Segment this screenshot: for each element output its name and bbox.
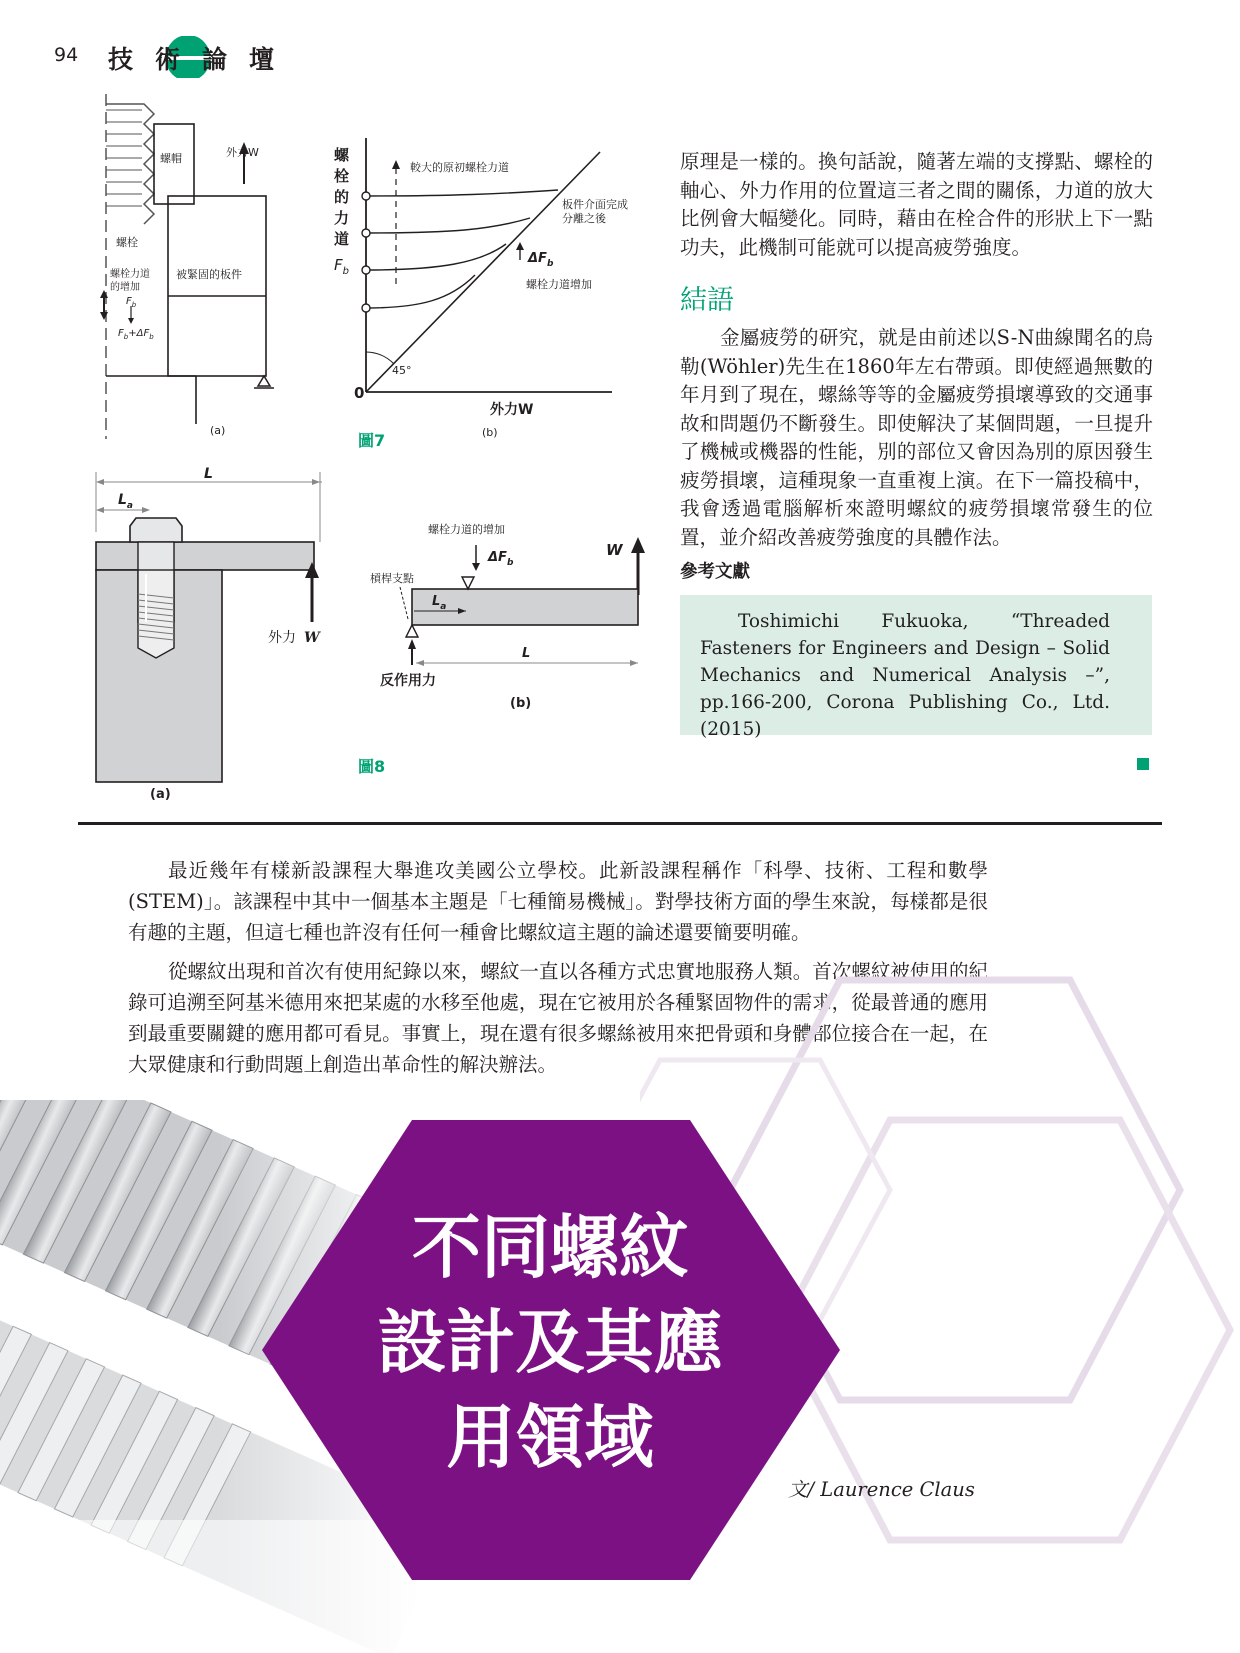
- upper-paragraph: 原理是一樣的。換句話說，隨著左端的支撐點、螺栓的軸心、外力作用的位置這三者之間的關係，力道的放大比例會大幅變化。同時，藉由在栓合件的形狀上下一點功夫，此機制可能就可以提高疲勞強度。: [680, 150, 1153, 259]
- fig8b-W-label: W: [606, 541, 623, 559]
- fig7b-delta-fb-symbol: $\Delta F_b$: [528, 251, 554, 269]
- fig7a-bolt-force-increase-1: 螺栓力道: [110, 269, 150, 280]
- article-author: 文/ Laurence Claus: [788, 1478, 975, 1501]
- intro-paragraph-2: 從螺紋出現和首次有使用紀錄以來，螺紋一直以各種方式忠實地服務人類。首次螺紋被使用的紀錄可追溯至阿基米德用來把某處的水移至他處，現在它被用於各種緊固物件的需求，從最普通的應用到最重要關鍵的應用都可看見。事實上，現在還有很多螺絲被用來把骨頭和身體部位接合在一起，在大眾健康和行動問題上創造出革命性的解決辦法。: [128, 960, 988, 1076]
- references-heading: 參考文獻: [680, 562, 750, 582]
- fig8b-La-label: $L_a$: [432, 594, 447, 612]
- fig8a-caption: (a): [150, 787, 171, 802]
- fig8a-La-label: $L_a$: [118, 492, 133, 511]
- fig7b-bolt-force-increase-label: 螺栓力道增加: [526, 278, 592, 291]
- figure8a-diagram: [92, 462, 352, 802]
- section-title: 技術論壇: [108, 45, 297, 74]
- fig8b-caption: (b): [510, 696, 532, 711]
- fig8a-external-force-label: 外力 W: [268, 630, 320, 646]
- fig7a-bolt-label: 螺栓: [116, 236, 138, 249]
- fig8b-fulcrum-label: 槓桿支點: [370, 572, 414, 585]
- fig7b-x-axis-label: 外力W: [490, 402, 534, 418]
- conclusion-heading: 結語: [680, 285, 734, 316]
- intro-paragraph-1: 最近幾年有樣新設課程大舉進攻美國公立學校。此新設課程稱作「科學、技術、工程和數學(STEM)」。該課程中其中一個基本主題是「七種簡易機械」。對學技術方面的學生來說，每樣都是很有趣的主題，但這七種也許沒有任何一種會比螺紋這主題的論述還要簡要明確。: [128, 859, 988, 944]
- page-number: 94: [54, 44, 79, 66]
- fig8a-L-label: L: [204, 466, 213, 482]
- reference-text: Toshimichi Fukuoka, “Threaded Fasteners for Engineers and Design – Solid Mechanics and Numerical Analysis –”, pp.166-200, Corona Publishing Co., Ltd. (2015): [700, 611, 1110, 740]
- fig7b-larger-initial-force-label: 較大的原初螺栓力道: [410, 161, 509, 174]
- figure7a-diagram: [96, 94, 286, 444]
- fig8b-reaction-label: 反作用力: [380, 673, 436, 689]
- figure7-label: 圖7: [358, 431, 386, 450]
- fig7b-y-symbol: $F_b$: [334, 256, 349, 277]
- article-title-line-1: 不同螺紋: [412, 1207, 688, 1288]
- figure7b-graph: [330, 138, 650, 438]
- fig7a-fb-plus-symbol: $F_b+\Delta F_b$: [118, 328, 154, 341]
- fig7b-y-axis-char-3: 的: [334, 188, 350, 206]
- fig8b-L-label: L: [522, 646, 531, 661]
- fig7b-y-axis-char-1: 螺: [334, 146, 350, 164]
- conclusion-paragraph: 金屬疲勞的研究，就是由前述以S-N曲線聞名的烏勒(Wöhler)先生在1860年左右帶頭。即使經過無數的年月到了現在，螺絲等等的金屬疲勞損壞導致的交通事故和問題仍不斷發生。即使解決了某個問題，一旦提升了機械或機器的性能，別的部位又會因為別的原因發生疲勞損壞，這種現象一直重複上演。在下一篇投稿中，我會透過電腦解析來證明螺紋的疲勞損壞常發生的位置，並介紹改善疲勞強度的具體作法。: [680, 326, 1153, 549]
- fig7a-fb-symbol: $F_b$: [126, 296, 137, 309]
- fig7a-caption: (a): [210, 424, 226, 437]
- fig7b-separation-label-2: 分離之後: [562, 212, 606, 225]
- fig7b-separation-label-1: 板件介面完成: [562, 198, 628, 211]
- figure8b-diagram: [370, 515, 650, 715]
- fig7b-angle-label: 45°: [392, 364, 412, 377]
- fig7a-nut-label: 螺帽: [160, 152, 182, 165]
- fig7a-external-force-label: 外力W: [226, 146, 259, 159]
- fig7a-clamped-plate-label: 被緊固的板件: [176, 268, 242, 281]
- end-marker: [1137, 758, 1149, 770]
- section-divider: [78, 822, 1162, 825]
- fig7b-y-axis-char-2: 栓: [334, 167, 350, 185]
- fig7b-y-axis-char-4: 力: [334, 209, 350, 227]
- fig7b-origin-label: 0: [354, 384, 365, 402]
- figure8-label: 圖8: [358, 757, 386, 776]
- fig7a-bolt-force-increase-2: 的增加: [110, 282, 140, 293]
- fig7b-caption: (b): [482, 426, 498, 438]
- fig7b-y-axis-char-5: 道: [334, 230, 350, 248]
- fig8b-delta-fb-symbol: $\Delta F_b$: [488, 550, 514, 568]
- article-title: [300, 1200, 800, 1485]
- article-title-line-3: 用領域: [446, 1397, 654, 1478]
- article-title-line-2: 設計及其應: [377, 1302, 723, 1383]
- fig8b-bolt-force-increase-label: 螺栓力道的增加: [428, 523, 505, 536]
